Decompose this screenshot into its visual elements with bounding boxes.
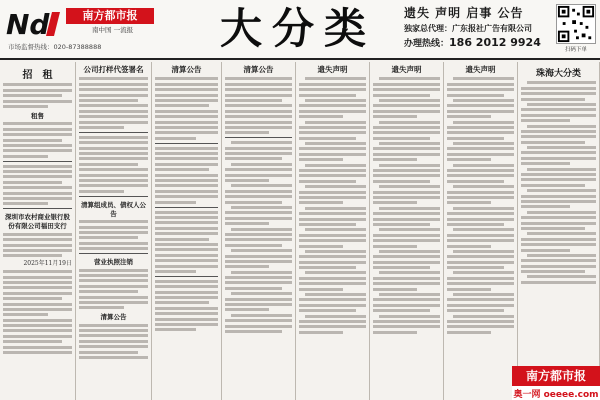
column-3 xyxy=(152,62,222,400)
hotline-note: 市场监督热线：020-87388888 xyxy=(8,43,102,51)
column-title: 清算公告 xyxy=(171,65,202,74)
column-title: 遗失声明 xyxy=(391,65,422,74)
section-heading: 清算组成员、债权人公告 xyxy=(81,200,146,218)
header-info xyxy=(404,4,552,49)
column-title: 招 租 xyxy=(22,70,53,81)
promo-url[interactable]: 奥一网 oeeee.com xyxy=(513,390,599,400)
column-title: 公司打样代签署名 xyxy=(83,65,144,74)
column-2 xyxy=(76,62,152,400)
column-6 xyxy=(370,62,444,400)
hotline-label: 办理热线： xyxy=(404,39,450,49)
notice-types: 遗失 声明 启事 公告 xyxy=(404,6,524,20)
qr-code-icon[interactable] xyxy=(556,4,596,44)
brand-slogan: 南中国 一流报 xyxy=(92,26,134,34)
nd-logo xyxy=(4,6,64,40)
column-title: 遗失声明 xyxy=(465,65,496,74)
column-7 xyxy=(444,62,518,400)
agent-line: 独家总代理：广东报社广告有限公司 xyxy=(404,24,532,33)
column-title: 珠海大分类 xyxy=(535,69,581,79)
hotline-number: 186 2012 9924 xyxy=(449,36,541,49)
brand-name: 南方都市报 xyxy=(66,8,154,24)
section-heading: 深圳市农村商业银行股份有限公司福田支行 xyxy=(5,213,70,231)
section-heading: 清算公告 xyxy=(100,313,127,322)
classifieds-body xyxy=(0,62,600,400)
column-4 xyxy=(222,62,296,400)
promo-banner[interactable] xyxy=(512,366,600,400)
section-heading: 营业执照注销 xyxy=(94,258,133,267)
promo-brand: 南方都市报 xyxy=(512,366,600,386)
hotline xyxy=(404,36,552,49)
column-1 xyxy=(0,62,76,400)
svg-text:Nd: Nd xyxy=(6,8,50,40)
page-header xyxy=(0,0,600,60)
notice-date: 2025年11月19日 xyxy=(23,259,72,267)
column-title: 遗失声明 xyxy=(317,65,348,74)
qr-label: 扫码下单 xyxy=(564,47,587,53)
column-8 xyxy=(518,62,600,400)
column-5 xyxy=(296,62,370,400)
section-heading: 租售 xyxy=(31,111,44,120)
masthead-title: 大分类 xyxy=(219,4,376,53)
column-title: 清算公告 xyxy=(243,65,274,74)
